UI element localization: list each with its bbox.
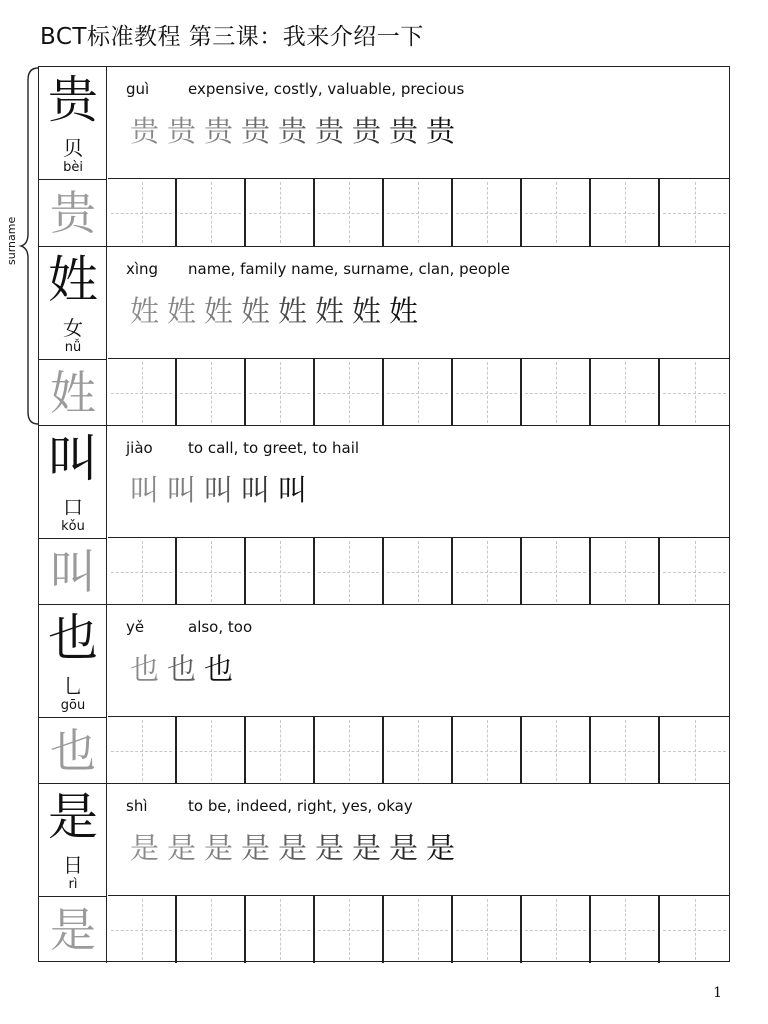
meaning: to be, indeed, right, yes, okay <box>188 797 413 815</box>
stroke-step: 姓 <box>314 294 344 328</box>
divider <box>39 538 106 539</box>
stroke-step: 姓 <box>129 294 159 328</box>
radical: 口 <box>63 495 83 519</box>
trace-character: 是 <box>50 903 96 957</box>
practice-cell[interactable] <box>177 896 246 963</box>
practice-grid <box>108 896 729 963</box>
practice-cell[interactable] <box>177 717 246 784</box>
stroke-step: 贵 <box>203 114 233 148</box>
pinyin: xìng <box>126 260 159 278</box>
character-column <box>39 247 107 426</box>
radical: 日 <box>63 853 83 877</box>
practice-cell[interactable] <box>522 538 591 605</box>
stroke-step: 是 <box>166 831 196 865</box>
pinyin: yě <box>126 618 145 636</box>
info-panel <box>108 67 729 179</box>
practice-cell[interactable] <box>246 717 315 784</box>
practice-cell[interactable] <box>246 179 315 246</box>
practice-cell[interactable] <box>660 538 729 605</box>
practice-cell[interactable] <box>453 359 522 426</box>
practice-cell[interactable] <box>522 717 591 784</box>
entry-block <box>39 604 729 784</box>
practice-cell[interactable] <box>591 538 660 605</box>
practice-cell[interactable] <box>453 896 522 963</box>
practice-cell[interactable] <box>108 538 177 605</box>
surname-bracket <box>18 66 40 426</box>
practice-cell[interactable] <box>453 179 522 246</box>
main-character: 也 <box>48 609 98 667</box>
stroke-step: 贵 <box>351 114 381 148</box>
main-character: 姓 <box>48 251 98 309</box>
trace-character: 姓 <box>50 366 96 420</box>
practice-cell[interactable] <box>384 179 453 246</box>
stroke-step: 贵 <box>277 114 307 148</box>
practice-cell[interactable] <box>315 538 384 605</box>
page-number: 1 <box>713 985 722 1001</box>
practice-grid <box>108 717 729 784</box>
stroke-step: 姓 <box>388 294 418 328</box>
main-character: 叫 <box>48 430 98 488</box>
stroke-step: 是 <box>240 831 270 865</box>
practice-grid <box>108 179 729 246</box>
practice-cell[interactable] <box>246 538 315 605</box>
stroke-step: 是 <box>129 831 159 865</box>
trace-character: 叫 <box>50 545 96 599</box>
stroke-step: 叫 <box>277 473 307 507</box>
trace-character: 贵 <box>50 186 96 240</box>
stroke-step: 贵 <box>425 114 455 148</box>
practice-cell[interactable] <box>660 179 729 246</box>
stroke-step: 姓 <box>240 294 270 328</box>
stroke-step: 叫 <box>129 473 159 507</box>
entry-block <box>39 67 729 246</box>
practice-grid <box>108 538 729 605</box>
divider <box>39 179 106 180</box>
practice-cell[interactable] <box>453 717 522 784</box>
radical: 女 <box>63 316 83 340</box>
stroke-step: 是 <box>277 831 307 865</box>
info-panel <box>108 247 729 359</box>
practice-cell[interactable] <box>384 717 453 784</box>
entry-block <box>39 783 729 963</box>
trace-character: 也 <box>50 724 96 778</box>
practice-cell[interactable] <box>177 538 246 605</box>
practice-cell[interactable] <box>660 896 729 963</box>
info-panel <box>108 784 729 896</box>
stroke-step: 是 <box>351 831 381 865</box>
meaning: to call, to greet, to hail <box>188 439 360 457</box>
stroke-step: 姓 <box>203 294 233 328</box>
info-panel <box>108 605 729 717</box>
character-column <box>39 784 107 963</box>
radical: 贝 <box>63 136 83 160</box>
practice-cell[interactable] <box>315 717 384 784</box>
radical-pinyin: bèi <box>63 160 83 175</box>
meaning: also, too <box>188 618 253 636</box>
practice-cell[interactable] <box>108 896 177 963</box>
stroke-order-row <box>126 470 311 510</box>
entry-block <box>39 425 729 605</box>
stroke-step: 贵 <box>388 114 418 148</box>
page-title: BCT标准教程 第三课：我来介绍一下 <box>40 24 424 50</box>
info-panel <box>108 426 729 538</box>
stroke-step: 叫 <box>166 473 196 507</box>
stroke-step: 姓 <box>351 294 381 328</box>
meaning: name, family name, surname, clan, people <box>188 260 511 278</box>
stroke-step: 是 <box>425 831 455 865</box>
stroke-step: 姓 <box>277 294 307 328</box>
stroke-step: 贵 <box>166 114 196 148</box>
practice-cell[interactable] <box>591 896 660 963</box>
practice-cell[interactable] <box>591 359 660 426</box>
stroke-step: 叫 <box>203 473 233 507</box>
radical-pinyin: gōu <box>60 698 86 713</box>
practice-cell[interactable] <box>315 179 384 246</box>
practice-cell[interactable] <box>384 896 453 963</box>
practice-cell[interactable] <box>246 896 315 963</box>
stroke-step: 贵 <box>314 114 344 148</box>
stroke-order-row <box>126 649 237 689</box>
practice-cell[interactable] <box>108 359 177 426</box>
practice-cell[interactable] <box>522 359 591 426</box>
stroke-order-row <box>126 291 422 331</box>
worksheet <box>38 66 730 962</box>
character-column <box>39 67 107 246</box>
pinyin: jiào <box>126 439 153 457</box>
practice-cell[interactable] <box>246 359 315 426</box>
practice-cell[interactable] <box>384 538 453 605</box>
stroke-step: 也 <box>129 652 159 686</box>
stroke-order-row <box>126 828 459 868</box>
practice-cell[interactable] <box>660 359 729 426</box>
pinyin: guì <box>126 80 150 98</box>
stroke-step: 也 <box>166 652 196 686</box>
stroke-step: 也 <box>203 652 233 686</box>
stroke-step: 叫 <box>240 473 270 507</box>
radical-pinyin: kǒu <box>61 519 85 534</box>
practice-cell[interactable] <box>591 717 660 784</box>
practice-cell[interactable] <box>453 538 522 605</box>
radical: 乚 <box>63 674 83 698</box>
divider <box>39 359 106 360</box>
practice-cell[interactable] <box>315 896 384 963</box>
practice-cell[interactable] <box>591 179 660 246</box>
practice-cell[interactable] <box>315 359 384 426</box>
practice-cell[interactable] <box>177 179 246 246</box>
radical-pinyin: nǚ <box>64 340 82 355</box>
character-column <box>39 605 107 784</box>
radical-pinyin: rì <box>68 877 78 892</box>
stroke-step: 姓 <box>166 294 196 328</box>
meaning: expensive, costly, valuable, precious <box>188 80 465 98</box>
surname-label: surname <box>5 216 18 265</box>
practice-cell[interactable] <box>660 717 729 784</box>
practice-cell[interactable] <box>177 359 246 426</box>
stroke-step: 贵 <box>129 114 159 148</box>
stroke-step: 是 <box>203 831 233 865</box>
practice-grid <box>108 359 729 426</box>
stroke-order-row <box>126 111 459 151</box>
divider <box>39 717 106 718</box>
practice-cell[interactable] <box>108 717 177 784</box>
practice-cell[interactable] <box>108 179 177 246</box>
stroke-step: 是 <box>314 831 344 865</box>
practice-cell[interactable] <box>522 179 591 246</box>
stroke-step: 是 <box>388 831 418 865</box>
practice-cell[interactable] <box>384 359 453 426</box>
divider <box>39 896 106 897</box>
stroke-step: 贵 <box>240 114 270 148</box>
main-character: 贵 <box>48 71 98 129</box>
pinyin: shì <box>126 797 148 815</box>
main-character: 是 <box>48 788 98 846</box>
character-column <box>39 426 107 605</box>
entry-block <box>39 246 729 426</box>
practice-cell[interactable] <box>522 896 591 963</box>
